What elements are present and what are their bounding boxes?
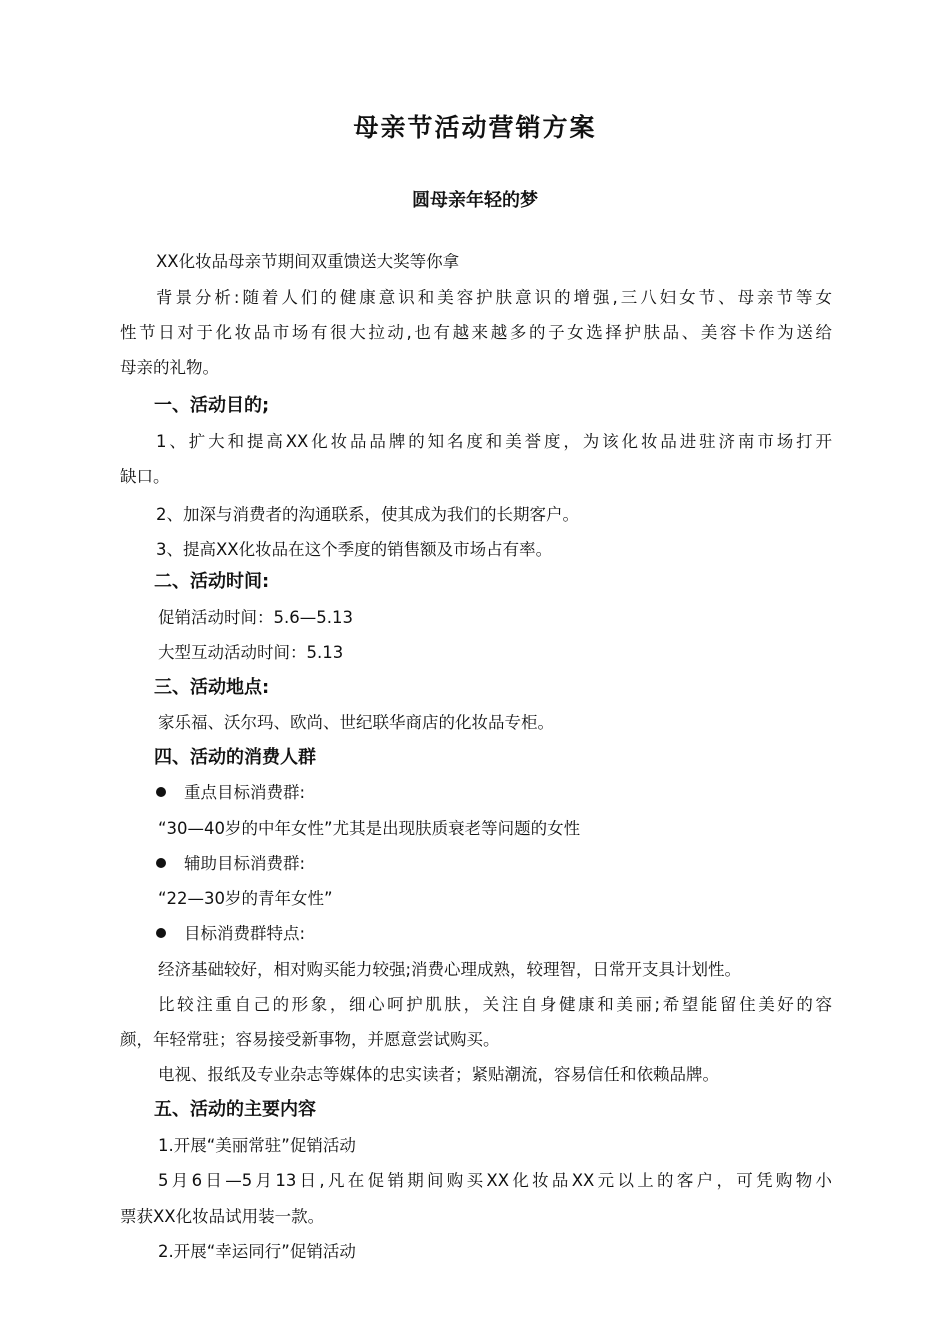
bullet-label: 目标消费群特点: <box>184 924 306 943</box>
activity-1-title: 1.开展“美丽常驻”促销活动 <box>158 1136 356 1155</box>
bullet-icon <box>156 928 166 938</box>
activity-1-line-2: 票获XX化妆品试用装一款。 <box>120 1207 325 1226</box>
background-line-3: 母亲的礼物。 <box>120 358 219 377</box>
promo-time: 促销活动时间：5.6—5.13 <box>158 608 353 627</box>
section-4-heading: 四、活动的消费人群 <box>154 747 316 768</box>
goal-1-line-2: 缺口。 <box>120 467 170 486</box>
primary-target-text: “30—40岁的中年女性”尤其是出现肤质衰老等问题的女性 <box>158 819 581 838</box>
section-2-heading: 二、活动时间: <box>154 571 270 592</box>
location-text: 家乐福、沃尔玛、欧尚、世纪联华商店的化妆品专柜。 <box>158 713 554 732</box>
intro-line: XX化妆品母亲节期间双重馈送大奖等你拿 <box>156 252 460 271</box>
goal-3: 3、提高XX化妆品在这个季度的销售额及市场占有率。 <box>156 540 553 559</box>
traits-line-3: 颜，年轻常驻；容易接受新事物，并愿意尝试购买。 <box>120 1030 500 1049</box>
bullet-item-secondary <box>156 852 305 876</box>
bullet-icon <box>156 787 166 797</box>
bullet-label: 辅助目标消费群: <box>184 854 306 873</box>
goal-1-line-1: 1、扩大和提高XX化妆品品牌的知名度和美誉度，为该化妆品进驻济南市场打开 <box>156 432 832 451</box>
bullet-icon <box>156 858 166 868</box>
event-time: 大型互动活动时间：5.13 <box>158 643 344 662</box>
section-5-heading: 五、活动的主要内容 <box>154 1099 316 1120</box>
goal-2: 2、加深与消费者的沟通联系，使其成为我们的长期客户。 <box>156 505 579 524</box>
background-line-2: 性节日对于化妆品市场有很大拉动,也有越来越多的子女选择护肤品、美容卡作为送给 <box>120 323 832 342</box>
traits-line-1: 经济基础较好，相对购买能力较强;消费心理成熟，较理智，日常开支具计划性。 <box>158 960 742 979</box>
document-title: 母亲节活动营销方案 <box>353 113 597 142</box>
secondary-target-text: “22—30岁的青年女性” <box>158 889 333 908</box>
bullet-item-primary <box>156 781 305 805</box>
traits-line-4: 电视、报纸及专业杂志等媒体的忠实读者；紧贴潮流，容易信任和依赖品牌。 <box>158 1065 719 1084</box>
activity-2-title: 2.开展“幸运同行”促销活动 <box>158 1242 356 1261</box>
traits-line-2: 比较注重自己的形象，细心呵护肌肤，关注自身健康和美丽;希望能留住美好的容 <box>158 995 832 1014</box>
background-line-1: 背景分析:随着人们的健康意识和美容护肤意识的增强,三八妇女节、母亲节等女 <box>156 288 832 307</box>
bullet-item-traits <box>156 922 305 946</box>
activity-1-line-1: 5月6日—5月13日,凡在促销期间购买XX化妆品XX元以上的客户，可凭购物小 <box>158 1171 832 1190</box>
section-3-heading: 三、活动地点: <box>154 677 270 698</box>
bullet-label: 重点目标消费群: <box>184 783 306 802</box>
section-1-heading: 一、活动目的; <box>154 395 270 416</box>
document-subtitle: 圆母亲年轻的梦 <box>412 190 538 211</box>
